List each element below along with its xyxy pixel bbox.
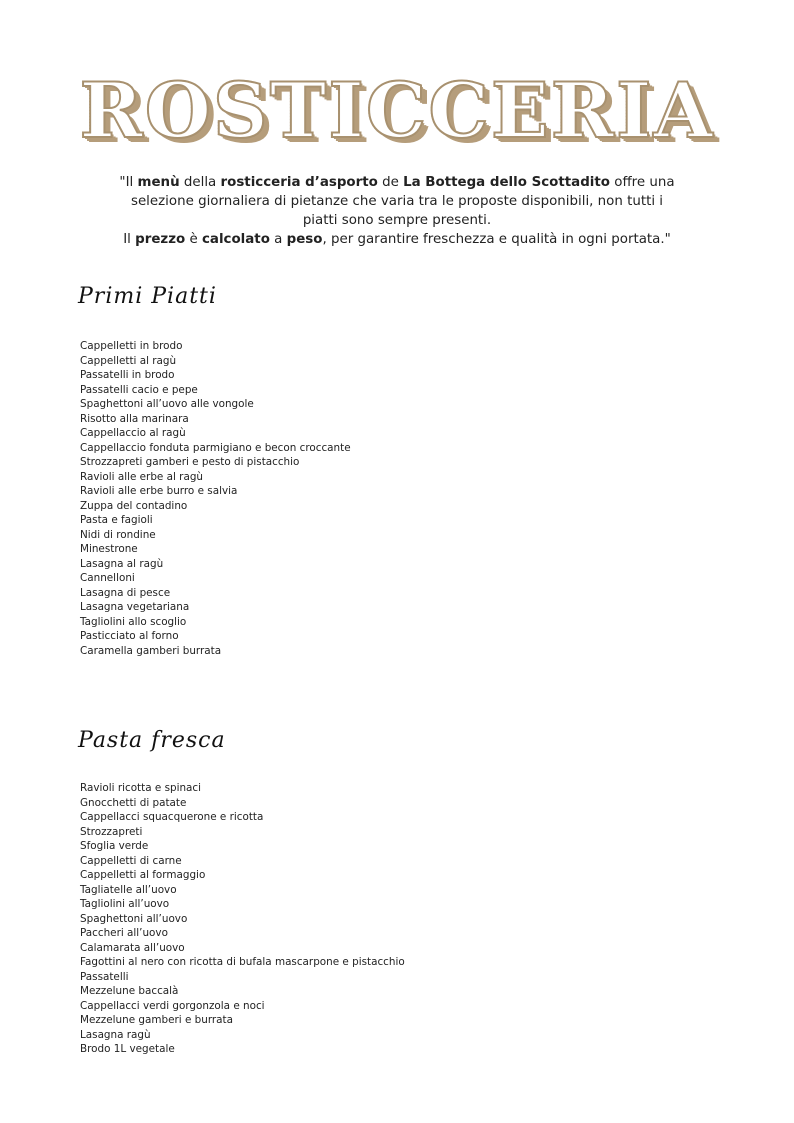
menu-item: Brodo 1L vegetale <box>80 1043 175 1055</box>
menu-item: Strozzapreti <box>80 825 143 838</box>
menu-item: Ravioli alle erbe burro e salvia <box>80 485 238 497</box>
menu-item: Calamarata all’uovo <box>80 941 185 954</box>
intro-text: "Il <box>119 175 138 190</box>
menu-item: Cappellacci squacquerone e ricotta <box>80 811 264 823</box>
intro-text: piatti sono sempre presenti. <box>302 213 492 228</box>
menu-item: Gnocchetti di patate <box>80 796 187 809</box>
menu-item: Nidi di rondine <box>80 528 156 541</box>
intro-line <box>110 230 684 249</box>
menu-item: Sfoglia verde <box>80 840 149 852</box>
intro-bold-text: peso <box>286 232 323 247</box>
menu-item: Tagliatelle all’uovo <box>80 883 177 896</box>
intro-line <box>110 173 684 192</box>
intro-paragraph <box>110 173 684 249</box>
intro-text: è <box>185 232 202 247</box>
menu-item: Lasagna di pesce <box>80 586 171 599</box>
menu-item: Fagottini al nero con ricotta di bufala mascarpone e pistacchio <box>80 956 405 968</box>
menu-item: Zuppa del contadino <box>80 499 188 512</box>
intro-line <box>110 211 684 230</box>
menu-item: Lasagna vegetariana <box>80 601 190 613</box>
menu-item: Caramella gamberi burrata <box>80 644 222 657</box>
section-heading-primi-piatti: Primi Piatti <box>78 284 217 309</box>
menu-item: Tagliolini all’uovo <box>80 898 170 910</box>
menu-item: Cappelletti in brodo <box>80 340 183 352</box>
intro-text: Il <box>123 232 136 247</box>
menu-item: Spaghettoni all’uovo <box>80 912 188 925</box>
menu-item: Lasagna al ragù <box>80 557 164 570</box>
intro-bold-text: calcolato <box>201 232 270 247</box>
intro-text: della <box>179 175 221 190</box>
menu-item: Passatelli <box>80 970 129 983</box>
menu-item: Pasticciato al forno <box>80 630 179 642</box>
menu-item: Passatelli cacio e pepe <box>80 383 198 396</box>
intro-text: a <box>269 232 287 247</box>
intro-bold-text: La Bottega dello Scottadito <box>403 175 610 190</box>
menu-item: Cannelloni <box>80 572 135 584</box>
menu-item: Spaghettoni all’uovo alle vongole <box>80 398 254 410</box>
menu-item: Passatelli in brodo <box>80 369 175 381</box>
menu-item: Cappelletti al formaggio <box>80 869 206 881</box>
menu-item: Paccheri all’uovo <box>80 927 168 939</box>
primi-piatti-list <box>80 339 351 658</box>
intro-text: selezione giornaliera di pietanze che varia tra le proposte disponibili, non tutti i <box>130 194 664 209</box>
menu-item: Cappelletti al ragù <box>80 354 177 367</box>
section-heading-pasta-fresca: Pasta fresca <box>78 728 226 753</box>
menu-item: Ravioli ricotta e spinaci <box>80 782 202 794</box>
menu-item: Pasta e fagioli <box>80 514 153 526</box>
menu-item: Minestrone <box>80 543 138 555</box>
pasta-fresca-list <box>80 781 405 1057</box>
menu-item: Cappellaccio fonduta parmigiano e becon croccante <box>80 441 351 454</box>
menu-item: Ravioli alle erbe al ragù <box>80 470 203 483</box>
menu-item: Tagliolini allo scoglio <box>80 615 187 628</box>
menu-item: Mezzelune baccalà <box>80 985 179 997</box>
menu-item: Risotto alla marinara <box>80 412 189 425</box>
intro-line <box>110 192 684 211</box>
menu-item: Cappellaccio al ragù <box>80 427 186 439</box>
intro-text: offre una <box>610 175 675 190</box>
title-text: ROSTICCERIA <box>79 66 715 155</box>
intro-text: , per garantire freschezza e qualità in ogni portata." <box>322 232 671 247</box>
menu-item: Cappelletti di carne <box>80 854 182 867</box>
intro-bold-text: prezzo <box>135 232 186 247</box>
page-title <box>0 66 794 156</box>
menu-item: Lasagna ragù <box>80 1028 151 1041</box>
intro-bold-text: rosticceria d’asporto <box>220 175 378 190</box>
intro-text: de <box>377 175 404 190</box>
menu-item: Strozzapreti gamberi e pesto di pistacchio <box>80 456 300 468</box>
intro-bold-text: menù <box>137 175 180 190</box>
menu-item: Cappellacci verdi gorgonzola e noci <box>80 999 265 1012</box>
menu-item: Mezzelune gamberi e burrata <box>80 1014 233 1026</box>
